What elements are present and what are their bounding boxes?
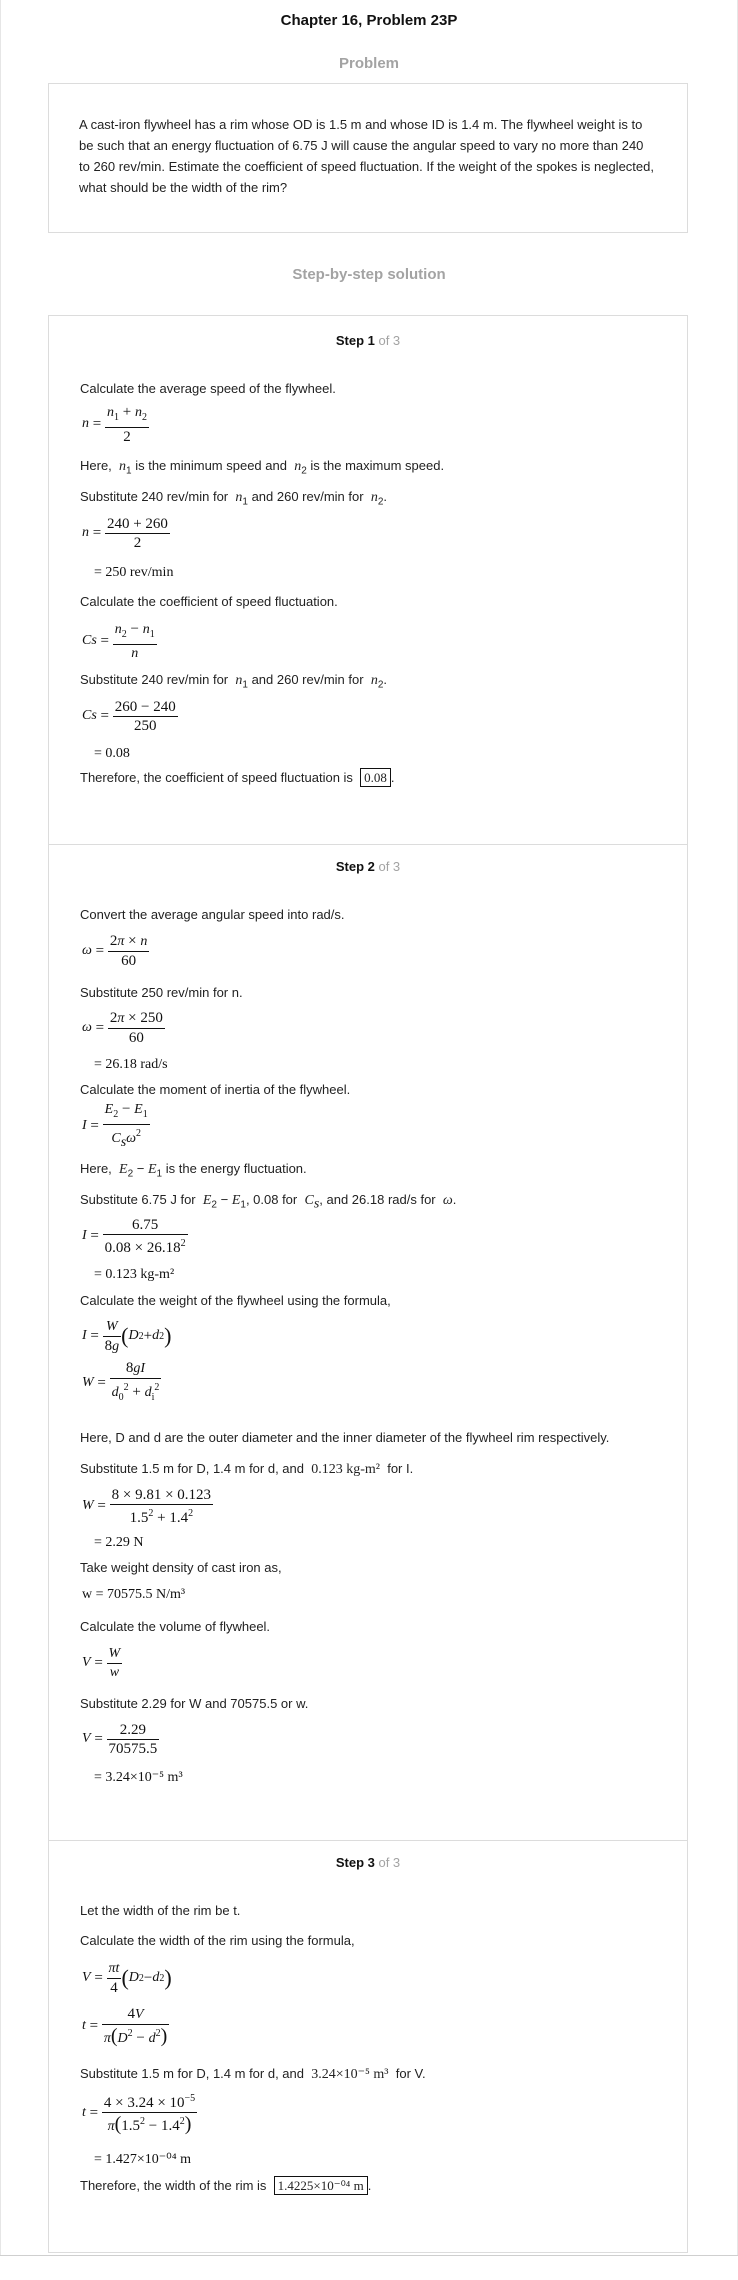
eq-omega-sub: ω = $\frac{2\pi \times 250}{60}$ (82, 1010, 163, 1046)
step-2-text: Calculate the volume of flywheel. (80, 1619, 271, 1634)
step-1-label: Step 1 (335, 333, 375, 348)
step-1-text: Here, $n_1$ is the minimum speed and $n_2$ is the maximum speed. (80, 458, 445, 477)
step-1-text: Calculate the average speed of the flywheel. (80, 381, 336, 396)
eq-average-speed: n = $\frac{n_1 + n_2}{2}$ (82, 403, 147, 445)
step-2-count: of 3 (374, 859, 401, 874)
step-2-text: Substitute 2.29 for W and 70575.5 or w. (80, 1696, 309, 1711)
eq-volume-sub: V = $\frac{2.29}{70575.5}$ (82, 1721, 158, 1757)
step-2-text: Convert the average angular speed into rad/s. (80, 907, 345, 922)
solution-panel (48, 315, 688, 2253)
step-2-text: Substitute 1.5 m for D, 1.4 m for d, and 0.123 kg-m² for I. (80, 1461, 414, 1477)
problem-text: A cast-iron flywheel has a rim whose OD is 1.5 m and whose ID is 1.4 m. The flywheel weight is to be such that an energy fluctuation of 6.75 J will cause the angular speed to vary no more than 240 to 260 rev/min. Estimate the coefficient of speed fluctuation. If the weight of the spokes is neglected, what should be the width of the rim? (79, 117, 654, 195)
eq-average-speed-sub: n = $\frac{240 + 260}{2}$ (82, 515, 168, 551)
eq-omega-result: = 26.18 rad/s (94, 1057, 168, 1072)
page-bottom-rule (0, 2255, 738, 2256)
eq-rim-width-result: = 1.427×10⁻⁰⁴ m (94, 2151, 192, 2167)
eq-volume-result: = 3.24×10⁻⁵ m³ (94, 1769, 183, 1785)
step-1-conclusion: Therefore, the coefficient of speed fluctuation is 0.08 . (80, 770, 395, 785)
step-3-conclusion: Therefore, the width of the rim is 1.4225×10⁻⁰⁴ m . (80, 2178, 372, 2193)
step-3-text: Let the width of the rim be t. (80, 1903, 241, 1918)
step-2-heading (49, 859, 687, 874)
step-2-text: Take weight density of cast iron as, (80, 1560, 282, 1575)
problem-heading: Problem (338, 55, 399, 72)
step-1-answer-box: 0.08 (360, 768, 391, 787)
eq-coefficient: C s = $\frac{n_2 - n_1}{n}$ (82, 620, 155, 661)
eq-inertia: I = $\frac{E_2 - E_1}{C_s\omega^2}$ (82, 1101, 148, 1150)
step-3-label: Step 3 (335, 1855, 375, 1870)
step-1-text: Substitute 240 rev/min for $n_1$ and 260 rev/min for $n_2$. (80, 489, 387, 508)
eq-rim-volume: V = $\frac{\pi t}{4}$ ( D 2 − d 2 ) (82, 1961, 172, 1996)
step-2-text: Here, D and d are the outer diameter and the inner diameter of the flywheel rim respectively. (80, 1430, 610, 1445)
eq-density: w = 70575.5 N/m³ (82, 1587, 186, 1602)
step-3-heading (49, 1855, 687, 1870)
step-3-text: Substitute 1.5 m for D, 1.4 m for d, and 3.24×10⁻⁵ m³ for V. (80, 2066, 426, 2082)
step-2-label: Step 2 (335, 859, 375, 874)
eq-inertia-formula: I = $\frac{W}{8g}$ ( D 2 + d 2 ) (82, 1318, 172, 1354)
page-left-rule (0, 0, 1, 2255)
eq-coefficient-result: = 0.08 (94, 746, 130, 761)
eq-weight-result: = 2.29 N (94, 1535, 144, 1550)
eq-weight-formula: W = $\frac{8gI}{d_0^2 + d_i^2}$ (82, 1360, 160, 1403)
step-1-count: of 3 (374, 333, 401, 348)
problem-panel (48, 83, 688, 233)
eq-inertia-result: = 0.123 kg-m² (94, 1267, 175, 1282)
step-2-text: Calculate the moment of inertia of the flywheel. (80, 1082, 351, 1097)
solution-heading: Step-by-step solution (292, 266, 446, 283)
eq-rim-width-sub: t = $\frac{4 \times 3.24 \times 10^{-5}}{\pi(1.5^2 - 1.4^2)}$ (82, 2093, 197, 2133)
page-title: Chapter 16, Problem 23P (280, 12, 458, 29)
step-1-heading (49, 333, 687, 348)
eq-coefficient-sub: C s = $\frac{260 - 240}{250}$ (82, 698, 176, 734)
step-3-answer-box: 1.4225×10⁻⁰⁴ m (274, 2176, 368, 2195)
eq-average-speed-result: = 250 rev/min (94, 565, 174, 580)
eq-rim-width: t = $\frac{4V}{\pi(D^2 - d^2)}$ (82, 2005, 168, 2047)
eq-weight-sub: W = $\frac{8 \times 9.81 \times 0.123}{1.5^2 + 1.4^2}$ (82, 1486, 212, 1526)
step-2-text: Calculate the weight of the flywheel using the formula, (80, 1293, 391, 1308)
step-divider (49, 1840, 687, 1841)
step-2-text: Substitute 6.75 J for $E_2 - E_1$, 0.08 for $C_s$, and 26.18 rad/s for ω. (80, 1192, 457, 1212)
step-3-text: Calculate the width of the rim using the formula, (80, 1933, 355, 1948)
eq-inertia-sub: I = $\frac{6.75}{0.08 \times 26.18^2}$ (82, 1216, 186, 1256)
step-2-text: Substitute 250 rev/min for n. (80, 985, 243, 1000)
step-1-text: Calculate the coefficient of speed fluctuation. (80, 594, 338, 609)
step-1-text: Substitute 240 rev/min for $n_1$ and 260 rev/min for $n_2$. (80, 672, 387, 691)
step-3-count: of 3 (374, 1855, 401, 1870)
eq-volume: V = $\frac{W}{w}$ (82, 1646, 121, 1680)
step-2-text: Here, $E_2 - E_1$ is the energy fluctuation. (80, 1161, 307, 1180)
step-divider (49, 844, 687, 845)
eq-omega: ω = $\frac{2\pi \times n}{60}$ (82, 933, 148, 969)
